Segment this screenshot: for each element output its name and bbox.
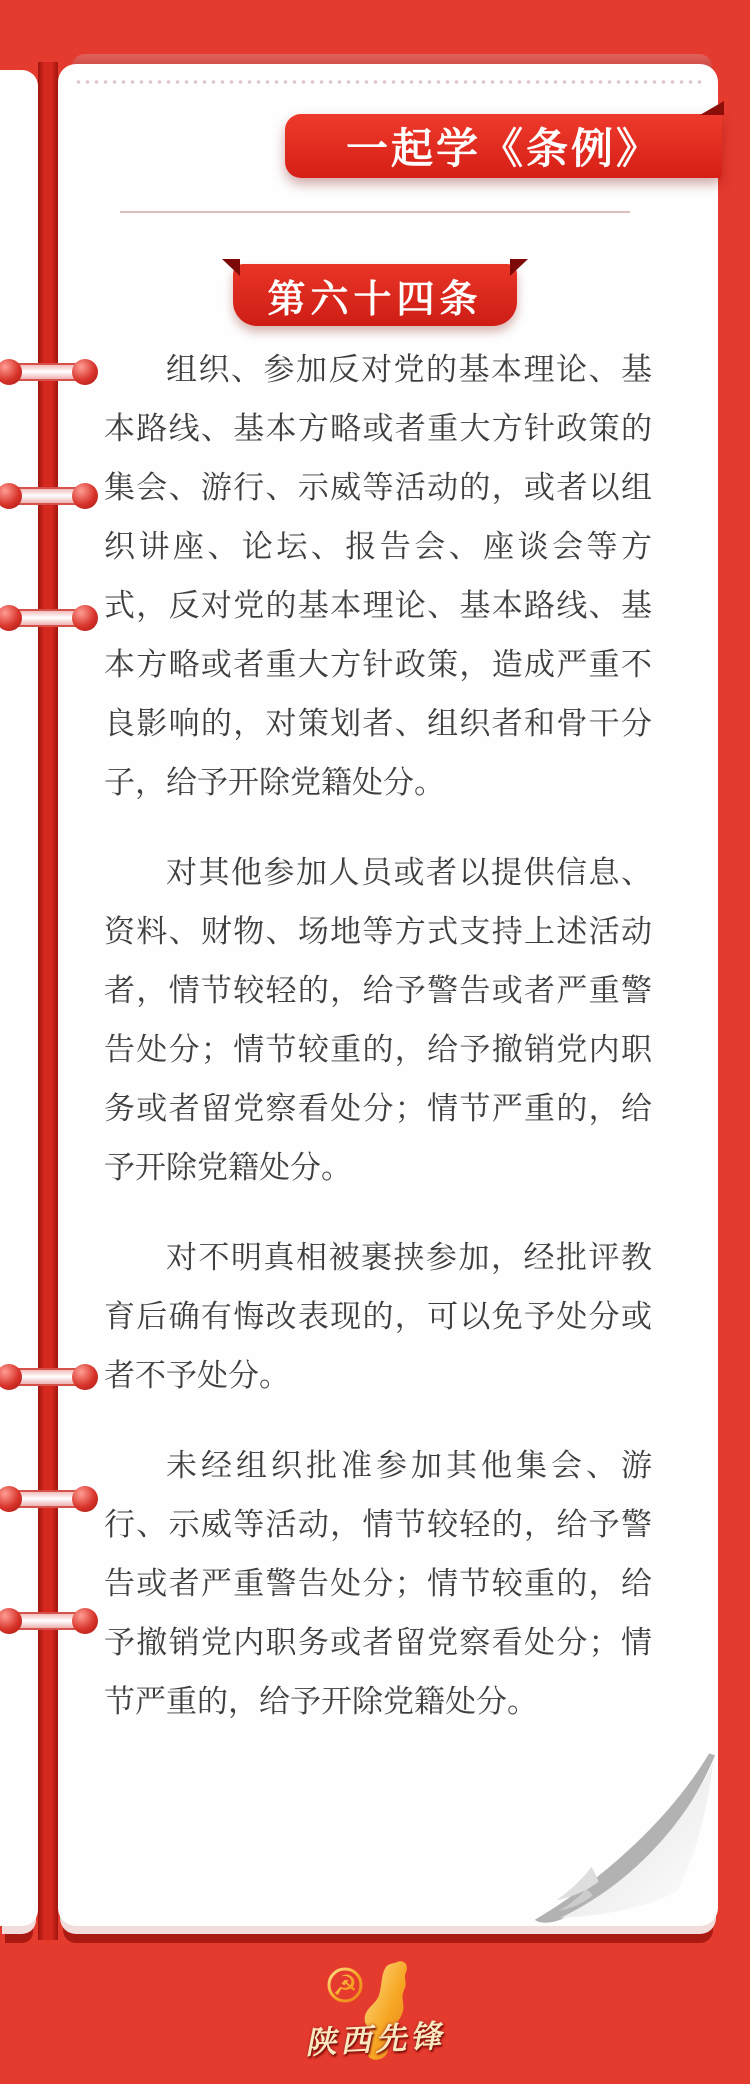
- perforation-dots: [74, 79, 702, 85]
- ring-ball: [0, 605, 22, 631]
- notebook-spine: [38, 62, 58, 1940]
- page-curl-icon: [531, 1753, 717, 1925]
- article-paragraph: 未经组织批准参加其他集会、游行、示威等活动，情节较轻的，给予警告或者严重警告处分；情节较重的，给予撤销党内职务或者留党察看处分；情节严重的，给予开除党籍处分。: [104, 1448, 652, 1719]
- article-body: [104, 340, 652, 1762]
- ring-ball: [0, 1608, 22, 1634]
- header-divider: [120, 211, 630, 213]
- article-paragraph: 组织、参加反对党的基本理论、基本路线、基本方略或者重大方针政策的集会、游行、示威等活动的，或者以组织讲座、论坛、报告会、座谈会等方式，反对党的基本理论、基本路线、基本方略或者重大方针政策，造成严重不良影响的，对策划者、组织者和骨干分子，给予开除党籍处分。: [104, 352, 652, 800]
- article-title: 第六十四条: [267, 278, 483, 321]
- footer-logo-text: 陕西先锋: [304, 2018, 446, 2061]
- party-emblem-icon: ☭: [332, 1970, 358, 2001]
- binder-ring: [0, 604, 98, 632]
- ring-ball: [72, 1608, 98, 1634]
- ring-ball: [0, 1364, 22, 1390]
- ring-ball: [0, 1486, 22, 1512]
- ring-ball: [72, 359, 98, 385]
- ring-ball: [0, 483, 22, 509]
- ring-ball: [72, 605, 98, 631]
- article-paragraph: 对不明真相被裹挟参加，经批评教育后确有悔改表现的，可以免予处分或者不予处分。: [104, 1240, 652, 1393]
- series-badge-label: 一起学《条例》: [345, 125, 661, 172]
- article-title-ribbon: [233, 264, 517, 326]
- ring-ball: [72, 1364, 98, 1390]
- article-paragraph: 对其他参加人员或者以提供信息、资料、财物、场地等方式支持上述活动者，情节较轻的，给予警告或者严重警告处分；情节较重的，给予撤销党内职务或者留党察看处分；情节严重的，给予开除党籍处分。: [104, 855, 652, 1185]
- binder-ring: [0, 1363, 98, 1391]
- binder-ring: [0, 1485, 98, 1513]
- binder-ring: [0, 358, 98, 386]
- back-page: [0, 70, 38, 1926]
- binder-ring: [0, 482, 98, 510]
- footer-logo: [285, 1958, 465, 2076]
- series-badge: [285, 114, 722, 178]
- ring-ball: [72, 1486, 98, 1512]
- ring-ball: [72, 483, 98, 509]
- ring-ball: [0, 359, 22, 385]
- binder-ring: [0, 1607, 98, 1635]
